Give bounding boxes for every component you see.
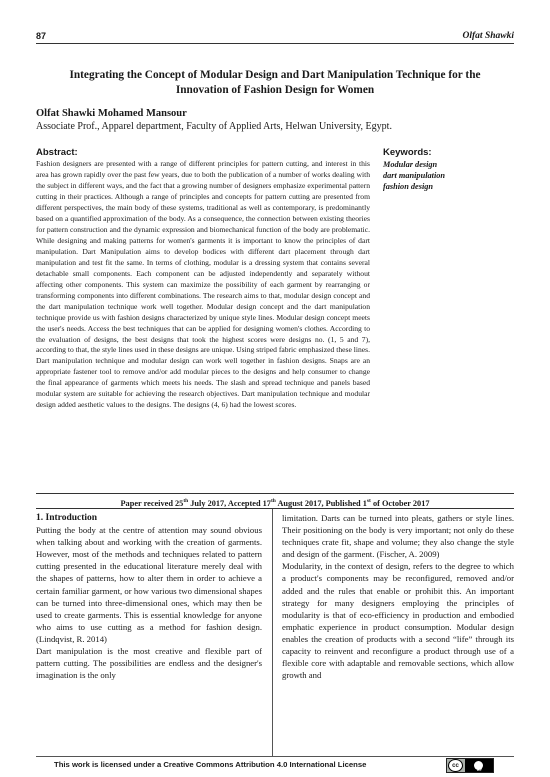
keyword-item: Modular design xyxy=(383,160,438,169)
published-date: of October 2017 xyxy=(370,498,430,508)
accepted-sup: th xyxy=(270,498,276,504)
keywords-heading: Keywords: xyxy=(383,147,432,158)
keyword-item: fashion design xyxy=(383,182,434,192)
right-paragraph-2: Modularity, in the context of design, refers to the degree to which a product's components may be reconfigured, removed and/or added and the rules that enable or prohibit this. An important strategy for many designers employing the principles of modularity is that of eco-efficiency in production and embodied emphatic experience in product consumption. Modular design enables the creation of products with a second “life” through its capacity to reinvent and reconfigure a product through use of a flexible core with adaptable and removable sections, which allow growth and xyxy=(282,561,514,681)
intro-paragraph-1: Putting the body at the centre of attention may sound obvious when talking about and working with the creation of garments. However, most of the methods and techniques related to pattern cutting presented in the educational literature merely deal with the shapes of patterns, how to alter them in order to achieve a certain familiar garment, or how various two dimensional shapes can be turned into three-dimensional ones, which may then be used to create garments. This is essential knowledge for anyone who aims to use cutting as a method for fashion design. (Lindqvist, R. 2014) xyxy=(36,525,262,644)
intro-paragraph-2: Dart manipulation is the most creative and flexible part of pattern cutting. The possibilities are endless and the designer's imagination is the only xyxy=(36,646,262,681)
keywords-list xyxy=(383,159,445,193)
by-icon xyxy=(465,759,493,772)
paper-title: Integrating the Concept of Modular Design and Dart Manipulation Technique for the Innovation of Fashion Design for Women xyxy=(69,69,481,96)
right-paragraph-1: limitation. Darts can be turned into pleats, gathers or style lines. Their positioning on the body is very important; not only do these techniques crate fit, shape and volume; they also change the style and design of the garment. (Fischer, A. 2009) xyxy=(282,513,514,560)
body-column-left xyxy=(36,512,262,754)
by-label: BY xyxy=(477,768,482,772)
intro-heading: 1. Introduction xyxy=(36,513,98,523)
cc-icon: cc xyxy=(448,759,463,772)
page-number: 87 xyxy=(36,31,47,41)
abstract-heading: Abstract: xyxy=(36,147,78,158)
keyword-item: dart manipulation xyxy=(383,171,446,181)
running-header xyxy=(36,28,514,44)
author-affiliation: Associate Prof., Apparel department, Faculty of Applied Arts, Helwan University, Egypt. xyxy=(36,121,392,132)
column-divider xyxy=(272,509,273,757)
accepted-label: July 2017, Accepted 17 xyxy=(188,498,271,508)
cc-by-badge-icon[interactable] xyxy=(446,758,494,773)
received-dates xyxy=(36,493,514,509)
published-sup: st xyxy=(366,498,371,504)
received-label: Paper received 25 xyxy=(120,498,184,508)
footer-divider xyxy=(36,756,514,757)
abstract-text: Fashion designers are presented with a range of different principles for pattern cutting, and interest in this area has grown rapidly over the past few years, due to both the publication of a number of works dealing with the subject in different ways, and the fact that a growing number of designers emphasize experimental pattern cutting in their practices. Although a range of principles and concepts for pattern cutting are presented from different perspectives, the main body of these systems, traditional as well as contemporary, is predominantly based on a quantified approximation of the body. As a consequence, the connection between existing theories for pattern construction and the dynamic expression and biomechanical function of the body are problematic. While designing and making patterns for women's garments it is important to know the principles of dart manipulation. Dart Manipulation aims to develop bodices with different dart placement through dart manipulation and test fit the same. In terms of clothing, modular is a dressing system that contains several detachable small components. Each component can be adjusted independently and separately without affecting other components. This system can maximize the possibility of each garment by rearranging or transforming components into different combinations. The research aims to that, modular design concept and the dart manipulation technique work well together. Modular design concept and the dart manipulation technique provide us with fashion designs characterized by unique style lines. Modular design concept meets the user's needs. Access the best techniques that can be applied for designing women's clothes. According to the evaluation of designs, the best designs that took the highest scores were designs no. (1, 5 and 7), according to that, the style lines used in these designs are unique. Using striped fabric emphasized these lines. Dart manipulation technique and modular design can work well together in fashion designs. Snaps are an appropriate fastener tool to remove and/or add modular pieces to the designs and help consumer to change the final appearance of garments which meets his needs. The slash and spread technique and panels based modular system are suitable for achieving the research objectives. Dart manipulation technique and modular design added aesthetic values to the designs. The designs (4, 6) had the lowest scores. xyxy=(36,159,370,410)
published-label: August 2017, Published 1 xyxy=(275,498,367,508)
running-author: Olfat Shawki xyxy=(462,31,514,41)
body-column-right xyxy=(282,512,514,754)
author-name: Olfat Shawki Mohamed Mansour xyxy=(36,108,187,119)
received-sup: th xyxy=(183,498,189,504)
license-text: This work is licensed under a Creative Commons Attribution 4.0 International License xyxy=(54,760,367,769)
